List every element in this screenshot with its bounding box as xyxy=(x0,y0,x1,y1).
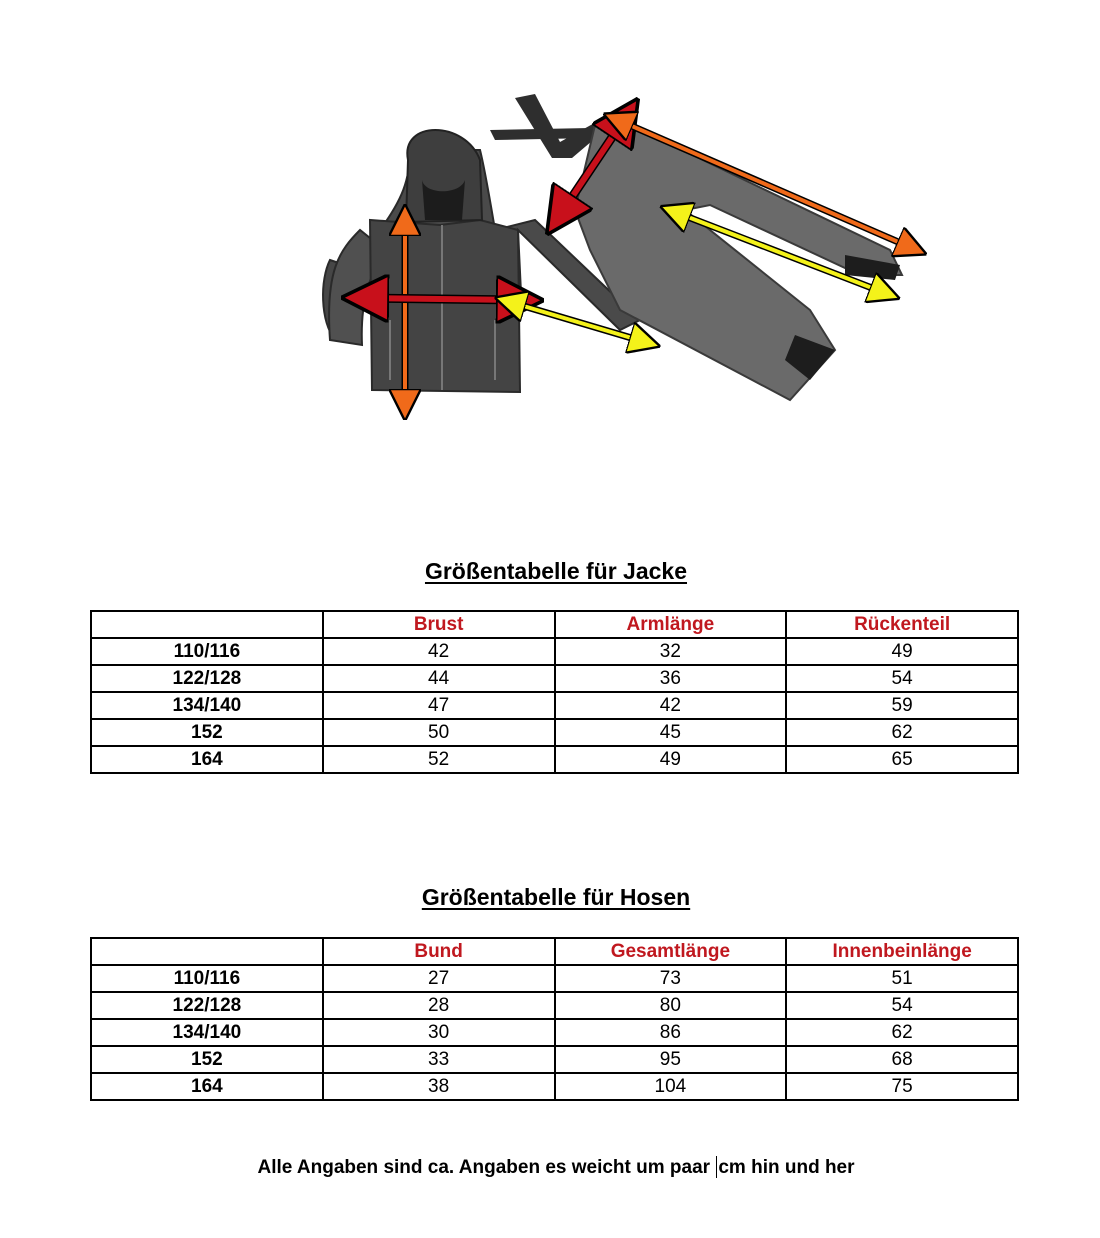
header-gesamtlaenge: Gesamtlänge xyxy=(555,938,787,965)
table-row xyxy=(91,665,1018,692)
footer-note-part2: cm hin und her xyxy=(718,1157,855,1178)
table-row xyxy=(91,692,1018,719)
value-cell: 73 xyxy=(555,965,787,992)
value-cell: 52 xyxy=(323,746,555,773)
table-row xyxy=(91,1019,1018,1046)
value-cell: 42 xyxy=(555,692,787,719)
value-cell: 65 xyxy=(786,746,1018,773)
value-cell: 32 xyxy=(555,638,787,665)
value-cell: 54 xyxy=(786,665,1018,692)
size-cell: 134/140 xyxy=(91,692,323,719)
footer-note-part1: Alle Angaben sind ca. Angaben es weicht um paar xyxy=(257,1157,716,1178)
value-cell: 86 xyxy=(555,1019,787,1046)
value-cell: 44 xyxy=(323,665,555,692)
table-row xyxy=(91,638,1018,665)
value-cell: 54 xyxy=(786,992,1018,1019)
size-cell: 134/140 xyxy=(91,1019,323,1046)
value-cell: 49 xyxy=(555,746,787,773)
footer-note xyxy=(0,1156,1100,1179)
header-brust: Brust xyxy=(323,611,555,638)
header-rueckenteil: Rückenteil xyxy=(786,611,1018,638)
pants-size-table xyxy=(90,937,1019,1101)
header-bund: Bund xyxy=(323,938,555,965)
table-row xyxy=(91,1073,1018,1100)
value-cell: 28 xyxy=(323,992,555,1019)
size-cell: 110/116 xyxy=(91,965,323,992)
value-cell: 104 xyxy=(555,1073,787,1100)
value-cell: 45 xyxy=(555,719,787,746)
table-row xyxy=(91,719,1018,746)
value-cell: 42 xyxy=(323,638,555,665)
size-cell: 164 xyxy=(91,1073,323,1100)
value-cell: 33 xyxy=(323,1046,555,1073)
header-empty xyxy=(91,938,323,965)
size-cell: 164 xyxy=(91,746,323,773)
size-cell: 152 xyxy=(91,1046,323,1073)
pants-table-title: Größentabelle für Hosen xyxy=(421,884,691,910)
value-cell: 49 xyxy=(786,638,1018,665)
table-header-row xyxy=(91,938,1018,965)
header-armlaenge: Armlänge xyxy=(555,611,787,638)
value-cell: 59 xyxy=(786,692,1018,719)
size-cell: 152 xyxy=(91,719,323,746)
value-cell: 51 xyxy=(786,965,1018,992)
table-row xyxy=(91,746,1018,773)
size-cell: 122/128 xyxy=(91,665,323,692)
value-cell: 80 xyxy=(555,992,787,1019)
value-cell: 27 xyxy=(323,965,555,992)
table-row xyxy=(91,1046,1018,1073)
table-row xyxy=(91,992,1018,1019)
size-cell: 110/116 xyxy=(91,638,323,665)
value-cell: 95 xyxy=(555,1046,787,1073)
value-cell: 38 xyxy=(323,1073,555,1100)
value-cell: 50 xyxy=(323,719,555,746)
value-cell: 30 xyxy=(323,1019,555,1046)
value-cell: 62 xyxy=(786,1019,1018,1046)
header-innenbeinlaenge: Innenbeinlänge xyxy=(786,938,1018,965)
table-header-row xyxy=(91,611,1018,638)
value-cell: 75 xyxy=(786,1073,1018,1100)
value-cell: 62 xyxy=(786,719,1018,746)
value-cell: 47 xyxy=(323,692,555,719)
table-row xyxy=(91,965,1018,992)
jacket-table-title: Größentabelle für Jacke xyxy=(424,558,688,584)
value-cell: 68 xyxy=(786,1046,1018,1073)
value-cell: 36 xyxy=(555,665,787,692)
garment-illustration xyxy=(290,80,930,420)
header-empty xyxy=(91,611,323,638)
size-cell: 122/128 xyxy=(91,992,323,1019)
jacket-size-table xyxy=(90,610,1019,774)
